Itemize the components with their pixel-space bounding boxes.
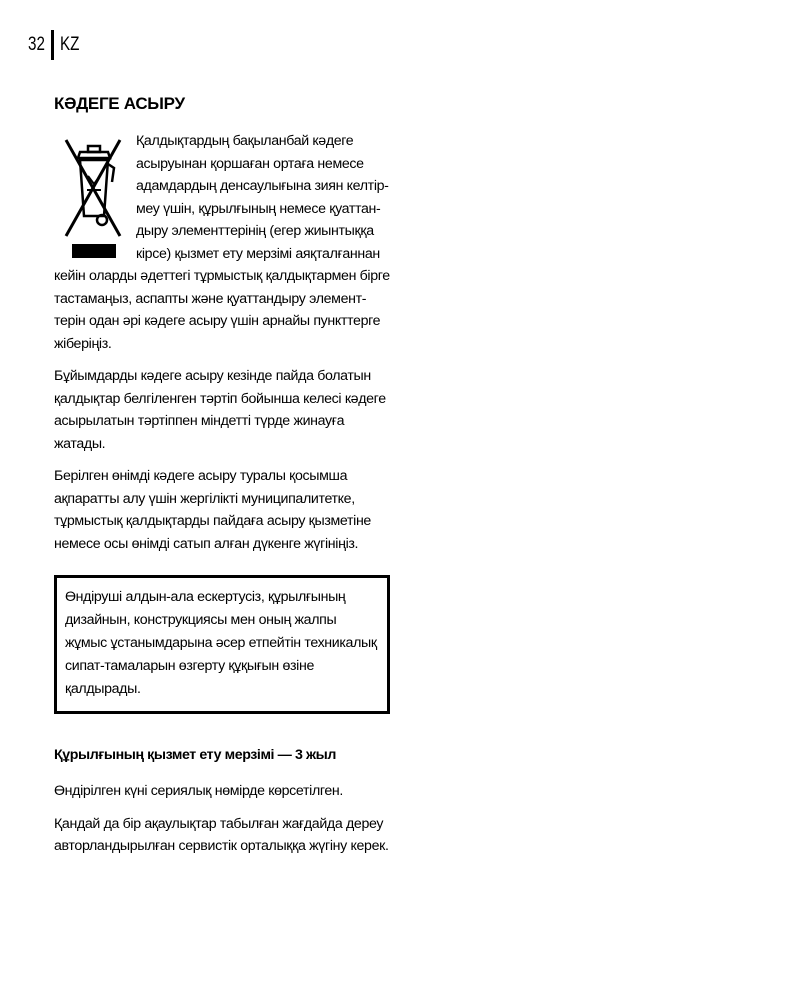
manufacture-date-note: Өндірілген күні сериялық нөмірде көрсетілген.: [54, 783, 344, 799]
defect-note: Қандай да бір ақаулықтар табылған жағдайда дереу авторландырылған сервистік орталыққа жүгіну керек.: [54, 815, 389, 854]
section-title: КӘДЕГЕ АСЫРУ: [54, 94, 185, 113]
paragraph-disposal: [54, 130, 390, 355]
language-code: KZ: [60, 34, 80, 55]
page-header: [28, 30, 84, 60]
service-life: Құрылғының қызмет ету мерзімі — 3 жыл: [54, 747, 336, 763]
manufacturer-notice-text: Өндіруші алдын-ала ескертусіз, құрылғының дизайнын, конструкциясы мен оның жалпы жұмыс ұстанымдарына әсер етпейтін техникалық сипат-тамаларын өзгерту құқығын өзіне қалдырады.: [65, 589, 377, 697]
page-number: 32: [28, 34, 45, 55]
paragraph-more-info: Берілген өнімді кәдеге асыру туралы қосымша ақпаратты алу үшін жергілікті муниципалитетке, тұрмыстық қалдықтарды пайдаға асыру қызметіне немесе осы өнімді сатып алған дүкенге жүгініңіз.: [54, 468, 371, 552]
header-divider: [51, 30, 54, 60]
crossed-out-wheelie-bin-icon: [58, 132, 130, 262]
disposal-section: [54, 92, 390, 868]
paragraph-disposal-text: Қалдықтардың бақыланбай кәдеге асыруынан қоршаған ортаға немесе адамдардың денсаулығына зиян келтір-меу үшін, құрылғының немесе қуаттан-дыру элементтерінің (егер жиынтыққа кірсе) қызмет ету мерзімі аяқталғаннан кейін оларды әдеттегі тұрмыстық қалдықтармен бірге тастамаңыз, аспапты және қуаттандыру элемент-терін одан әрі кәдеге асыру үшін арнайы пункттерге жіберіңіз.: [54, 133, 390, 352]
manufacturer-notice-box: [54, 575, 390, 714]
paragraph-collection: Бұйымдарды кәдеге асыру кезінде пайда болатын қалдықтар белгіленген тәртіп бойынша келесі кәдеге асырылатын тәртіппен міндетті түрде жинауға жатады.: [54, 368, 386, 452]
